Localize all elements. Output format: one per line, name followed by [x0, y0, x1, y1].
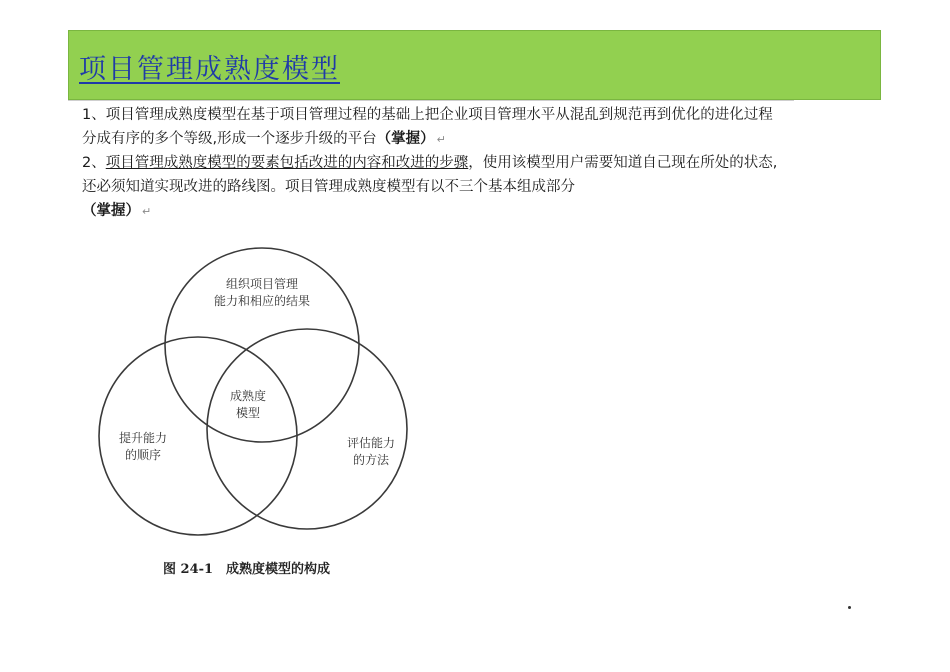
- paragraph-2-underlined: 项目管理成熟度模型的要素包括改进的内容和改进的步骤: [105, 155, 469, 171]
- title-bar: [68, 30, 881, 100]
- venn-label-top: [202, 276, 322, 310]
- paragraph-2-text: ，使用该模型用户需要知道自己现在所处的状态,还必须知道实现改进的路线图。项目管理成熟度模型有以不三个基本组成部分: [82, 155, 778, 195]
- venn-label-center-line2: 模型: [235, 406, 260, 420]
- figure-caption: 图 24-1 成熟度模型的构成: [163, 562, 331, 577]
- venn-label-center: [218, 388, 278, 422]
- venn-label-right: [336, 435, 406, 469]
- venn-label-right-line2: 的方法: [352, 453, 389, 467]
- paragraph-1: [82, 103, 782, 152]
- venn-figure: [88, 232, 458, 587]
- venn-label-left: [108, 430, 178, 464]
- paragraph-mark: ↵: [142, 205, 152, 218]
- paragraph-mark: ↵: [436, 133, 446, 146]
- venn-circle-right: [207, 329, 407, 529]
- paragraph-1-emphasis: （掌握）: [376, 131, 435, 147]
- venn-label-top-line1: 组织项目管理: [225, 277, 298, 291]
- paragraph-2-emphasis: （掌握）: [82, 203, 140, 219]
- page-dot: [848, 606, 851, 609]
- paragraph-1-text: 1、项目管理成熟度模型在基于项目管理过程的基础上把企业项目管理水平从混乱到规范再到优化的进化过程分成有序的多个等级,形成一个逐步升级的平台: [82, 107, 773, 147]
- venn-label-top-line2: 能力和相应的结果: [213, 294, 310, 308]
- venn-label-left-line1: 提升能力: [118, 431, 167, 445]
- title-divider: [68, 100, 794, 101]
- page-title: 项目管理成熟度模型: [79, 54, 340, 85]
- venn-label-left-line2: 的顺序: [124, 448, 161, 462]
- paragraph-2: [82, 151, 782, 224]
- venn-label-right-line1: 评估能力: [346, 436, 395, 450]
- paragraph-2-number: 2、: [82, 155, 106, 171]
- venn-label-center-line1: 成熟度: [229, 389, 266, 403]
